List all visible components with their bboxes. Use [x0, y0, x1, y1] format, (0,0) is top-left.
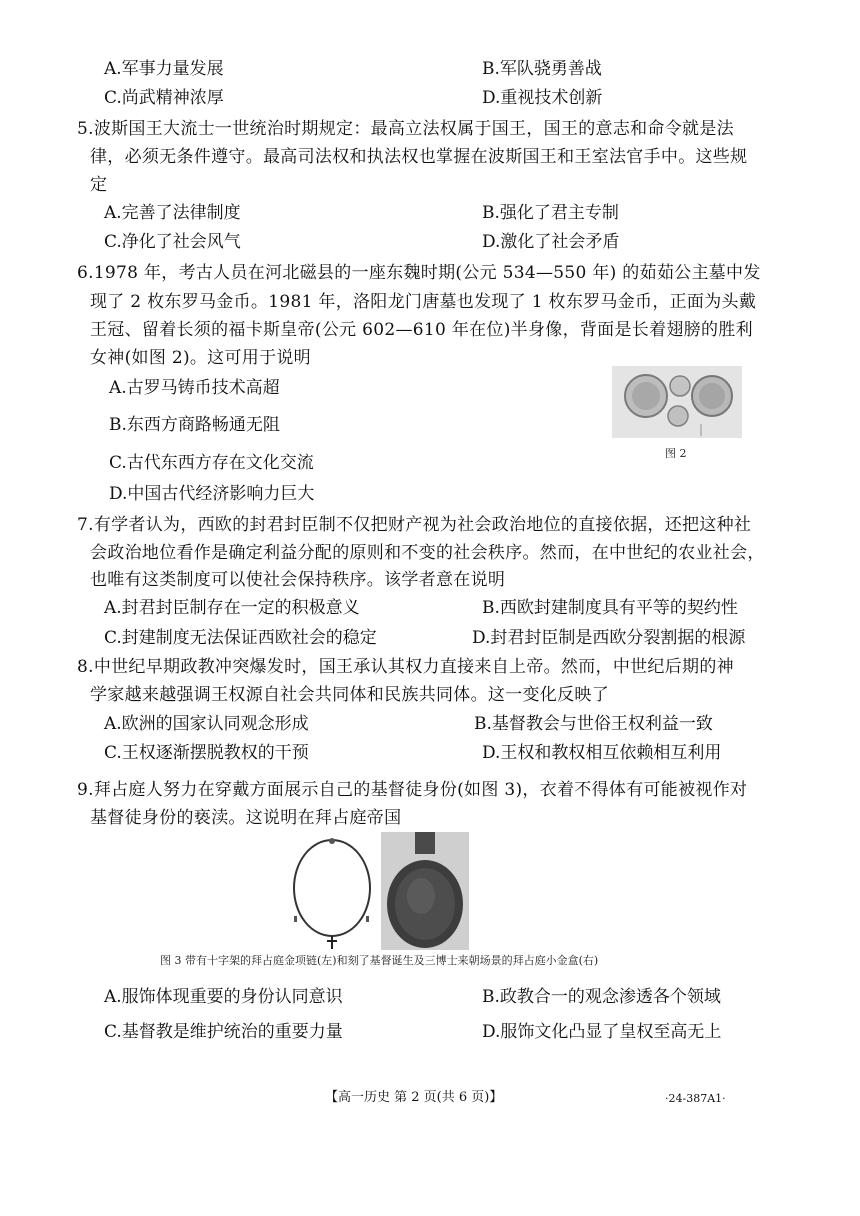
q4-option-d[interactable]: D.重视技术创新: [482, 88, 603, 108]
footer-code: ·24-387A1·: [665, 1092, 726, 1105]
q7-stem-line-3: 也唯有这类制度可以使社会保持秩序。该学者意在说明: [90, 570, 506, 590]
q9-option-a[interactable]: A.服饰体现重要的身份认同意识: [104, 987, 343, 1007]
q6-stem-line-3: 王冠、留着长须的福卡斯皇帝(公元 602—610 年在位)半身像，背面是长着翅膀的胜利: [90, 320, 753, 340]
q7-option-d[interactable]: D.封君封臣制是西欧分裂割据的根源: [472, 628, 746, 648]
q4-option-c[interactable]: C.尚武精神浓厚: [104, 88, 224, 108]
figure-2-caption: 图 2: [665, 447, 687, 460]
q8-option-c[interactable]: C.王权逐渐摆脱教权的干预: [104, 743, 309, 763]
q8-stem-line-2: 学家越来越强调王权源自社会共同体和民族共同体。这一变化反映了: [90, 685, 609, 705]
figure-3-gold-box-image: [381, 832, 469, 950]
q6-stem-line-2: 现了 2 枚东罗马金币。1981 年，洛阳龙门唐墓也发现了 1 枚东罗马金币，正面为头戴: [90, 292, 757, 312]
q6-option-b[interactable]: B.东西方商路畅通无阻: [109, 415, 280, 435]
q9-stem-line-1: 9.拜占庭人努力在穿戴方面展示自己的基督徒身份(如图 3)，衣着不得体有可能被视作对: [77, 780, 748, 800]
q6-stem-line-1: 6.1978 年，考古人员在河北磁县的一座东魏时期(公元 534—550 年) 的茹茹公主墓中发: [77, 263, 761, 283]
q6-option-d[interactable]: D.中国古代经济影响力巨大: [109, 484, 315, 504]
q8-option-a[interactable]: A.欧洲的国家认同观念形成: [104, 714, 309, 734]
q9-option-c[interactable]: C.基督教是维护统治的重要力量: [104, 1022, 343, 1042]
q7-option-a[interactable]: A.封君封臣制存在一定的积极意义: [104, 598, 360, 618]
q6-stem-line-4: 女神(如图 2)。这可用于说明: [90, 348, 311, 368]
q8-stem-line-1: 8.中世纪早期政教冲突爆发时，国王承认其权力直接来自上帝。然而，中世纪后期的神: [77, 657, 734, 677]
q5-option-c[interactable]: C.净化了社会风气: [104, 232, 241, 252]
q5-stem-line-3: 定: [90, 175, 108, 195]
q8-option-b[interactable]: B.基督教会与世俗王权利益一致: [474, 714, 713, 734]
figure-2-coins-image: [612, 366, 742, 438]
q7-option-c[interactable]: C.封建制度无法保证西欧社会的稳定: [104, 628, 377, 648]
q9-option-b[interactable]: B.政教合一的观念渗透各个领域: [482, 987, 721, 1007]
q5-option-b[interactable]: B.强化了君主专制: [482, 203, 619, 223]
figure-3-necklace-image: [286, 836, 378, 951]
q4-option-a[interactable]: A.军事力量发展: [104, 59, 224, 79]
q7-stem-line-1: 7.有学者认为，西欧的封君封臣制不仅把财产视为社会政治地位的直接依据，还把这种社: [77, 515, 752, 535]
q6-option-a[interactable]: A.古罗马铸币技术高超: [109, 378, 280, 398]
q7-option-b[interactable]: B.西欧封建制度具有平等的契约性: [482, 598, 738, 618]
q5-option-d[interactable]: D.激化了社会矛盾: [482, 232, 620, 252]
figure-3-caption: 图 3 带有十字架的拜占庭金项链(左)和刻了基督诞生及三博士来朝场景的拜占庭小金盒(右): [160, 954, 599, 967]
q4-option-b[interactable]: B.军队骁勇善战: [482, 59, 602, 79]
q6-option-c[interactable]: C.古代东西方存在文化交流: [109, 453, 314, 473]
footer-page-info: 【高一历史 第 2 页(共 6 页)】: [325, 1090, 503, 1105]
q7-stem-line-2: 会政治地位看作是确定利益分配的原则和不变的社会秩序。然而，在中世纪的农业社会，: [90, 543, 765, 563]
q9-option-d[interactable]: D.服饰文化凸显了皇权至高无上: [482, 1022, 722, 1042]
q8-option-d[interactable]: D.王权和教权相互依赖相互利用: [482, 743, 722, 763]
q5-option-a[interactable]: A.完善了法律制度: [104, 203, 241, 223]
q5-stem-line-2: 律，必须无条件遵守。最高司法权和执法权也掌握在波斯国王和王室法官手中。这些规: [90, 147, 748, 167]
q9-stem-line-2: 基督徒身份的亵渎。这说明在拜占庭帝国: [90, 808, 402, 828]
q5-stem-line-1: 5.波斯国王大流士一世统治时期规定：最高立法权属于国王，国王的意志和命令就是法: [77, 119, 734, 139]
